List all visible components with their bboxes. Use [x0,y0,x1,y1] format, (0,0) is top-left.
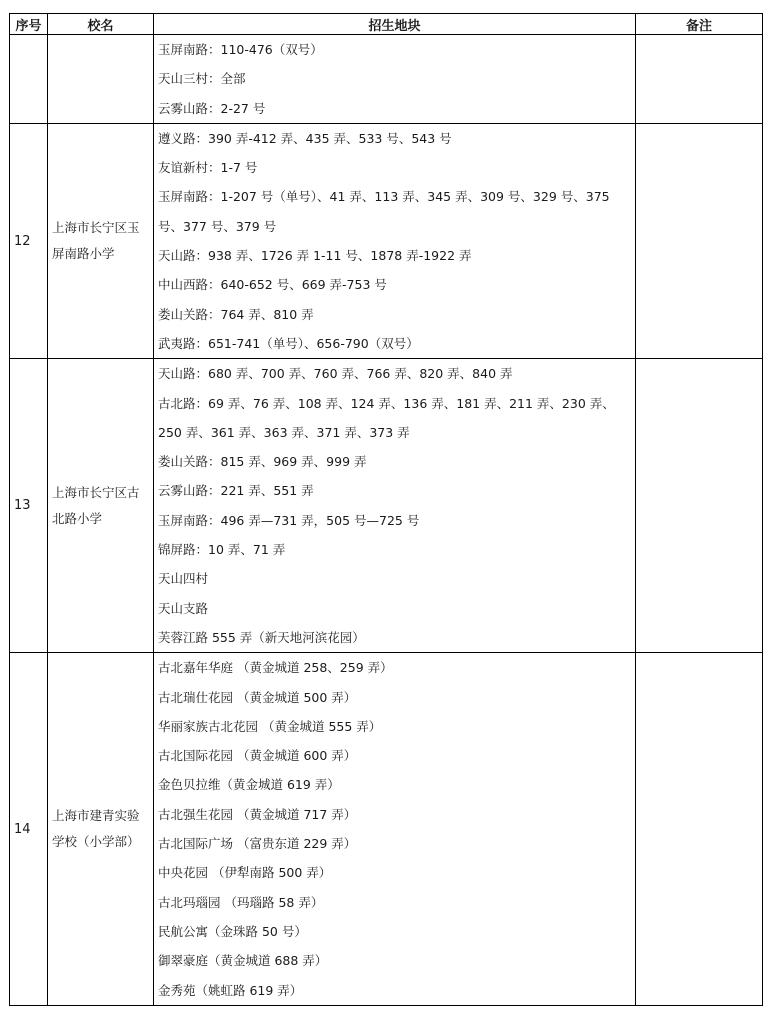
area-line: 天山路：938 弄、1726 弄 1-11 号、1878 弄-1922 弄 [158,248,472,264]
area-line: 娄山关路：764 弄、810 弄 [158,306,314,322]
header-enrollment-area: 招生地块 [154,14,636,35]
row-enrollment-area [154,653,636,1006]
enrollment-table [9,13,763,1006]
row-seq: 14 [10,653,48,1006]
area-line: 中山西路：640-652 号、669 弄-753 号 [158,277,387,293]
area-line: 古北嘉年华庭 （黄金城道 258、259 弄） [158,660,393,676]
area-line: 锦屏路：10 弄、71 弄 [158,542,286,558]
area-line: 古北瑞仕花园 （黄金城道 500 弄） [158,689,357,705]
area-line: 天山三村：全部 [158,71,246,87]
area-line: 娄山关路：815 弄、969 弄、999 弄 [158,454,367,470]
table-row [10,653,763,1006]
area-line: 古北强生花园 （黄金城道 717 弄） [158,806,357,822]
area-line: 云雾山路：221 弄、551 弄 [158,483,314,499]
area-line: 云雾山路：2-27 号 [158,100,266,116]
header-seq: 序号 [10,14,48,35]
row-school-name [48,35,154,124]
row-note [636,123,763,358]
row-note [636,359,763,653]
area-line: 天山四村 [158,571,209,587]
area-line: 中央花园 （伊犁南路 500 弄） [158,865,332,881]
area-line: 玉屏南路：496 弄—731 弄，505 号—725 号 [158,512,420,528]
row-enrollment-area [154,359,636,653]
area-line: 御翠豪庭（黄金城道 688 弄） [158,953,328,969]
header-school-name: 校名 [48,14,154,35]
area-line: 天山支路 [158,600,209,616]
area-line: 古北国际花园 （黄金城道 600 弄） [158,748,357,764]
row-seq: 13 [10,359,48,653]
row-school-name: 上海市长宁区古北路小学 [48,359,154,653]
table-row [10,123,763,358]
row-school-name: 上海市长宁区玉屏南路小学 [48,123,154,358]
area-line: 玉屏南路：1-207 号（单号）、41 弄、113 弄、345 弄、309 号、329 号、375 号、377 号、379 号 [158,189,610,234]
area-line: 友谊新村：1-7 号 [158,160,258,176]
row-note [636,653,763,1006]
area-line: 遵义路：390 弄-412 弄、435 弄、533 号、543 号 [158,130,452,146]
row-seq [10,35,48,124]
area-line: 金秀苑（姚虹路 619 弄） [158,982,303,998]
area-line: 玉屏南路：110-476（双号） [158,42,323,57]
row-enrollment-area [154,123,636,358]
table-row [10,35,763,124]
area-line: 古北国际广场 （富贵东道 229 弄） [158,836,357,852]
area-line: 天山路：680 弄、700 弄、760 弄、766 弄、820 弄、840 弄 [158,366,513,382]
area-line: 古北玛瑙园 （玛瑙路 58 弄） [158,894,324,910]
area-line: 芙蓉江路 555 弄（新天地河滨花园） [158,629,365,645]
header-row [10,14,763,35]
area-line: 华丽家族古北花园 （黄金城道 555 弄） [158,718,382,734]
table-row [10,359,763,653]
area-line: 古北路：69 弄、76 弄、108 弄、124 弄、136 弄、181 弄、211 弄、230 弄、250 弄、361 弄、363 弄、371 弄、373 弄 [158,395,615,440]
row-school-name: 上海市建青实验学校（小学部） [48,653,154,1006]
area-line: 金色贝拉维（黄金城道 619 弄） [158,777,340,793]
header-note: 备注 [636,14,763,35]
area-line: 民航公寓（金珠路 50 号） [158,923,307,939]
row-seq: 12 [10,123,48,358]
row-note [636,35,763,124]
row-enrollment-area [154,35,636,124]
area-line: 武夷路：651-741（单号）、656-790（双号） [158,335,419,351]
